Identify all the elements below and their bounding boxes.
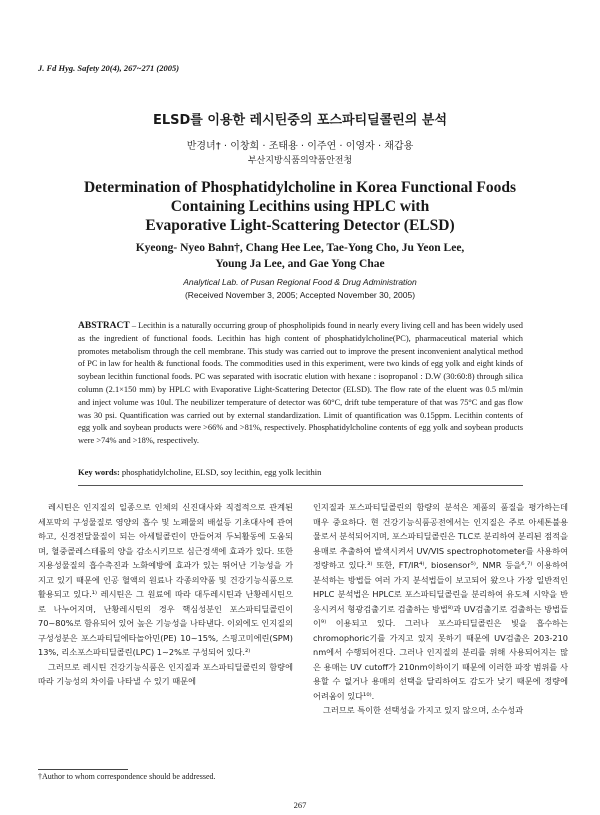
body-paragraph: 그러므로 특이한 선택성을 가지고 있지 않으며, 소수성과 [323, 705, 524, 715]
english-authors [0, 240, 600, 272]
english-authors-line: Young Ja Lee, and Gae Yong Chae [215, 258, 385, 270]
english-title-line: Containing Lecithins using HPLC with [170, 198, 430, 215]
abstract-label: ABSTRACT [78, 321, 130, 331]
section-divider [78, 485, 523, 486]
english-title-line: Evaporative Light-Scattering Detector (ELSD) [145, 217, 455, 234]
received-dates: (Received November 3, 2005; Accepted November 30, 2005) [184, 290, 416, 300]
body-column-left [38, 500, 293, 689]
journal-citation: J. Fd Hyg. Safety 20(4), 267~271 (2005) [38, 63, 180, 73]
korean-title: ELSD를 이용한 레시틴중의 포스파티딜콜린의 분석 [152, 113, 448, 128]
abstract-text: – Lecithin is a naturally occurring group of phospholipids found in nearly every living cell and has been widely used as the ingredient of functional foods. Lecithin has high content of phosphatidylcholine(PC), pharmaceutical material which promotes metabolism through the cell membrane. This study was carried out to improve the present inconvenient analytical method of PC in law for health & functional foods. The commodities used in this experiment, were two kinds of egg yolk and eight kinds of soybean lecithin functional foods. PC was separated with isocratic elution with hexane : isopropanol : D.W (30:60:8) through silica column (2.1×150 mm) by HPLC with Evaporative Light-Scattering Detector (ELSD). The flow rate of the eluent was 0.5 ml/min and inject volume was 10ul. The neubilizer temperature of detector was 60°C, drift tube temperature of that was 75°C and gas flow was 30 psi. Quantification was carried out by external standardization. Limit of quantification was 0.15ppm. Lecithin contents of egg yolk and soybean products were >66% and >81%, respectively. Phosphatidylcholine contents of egg yolk and soybean products were >74% and >18%, respectively. [78, 321, 523, 446]
body-paragraph: 그러므로 레시틴 건강기능식품은 인지질과 포스파티딜콜린의 함량에 따라 기능성의 차이를 나타낼 수 있기 때문에 [38, 661, 293, 686]
keywords-label: Key words: [78, 467, 120, 477]
keywords-text: phosphatidylcholine, ELSD, soy lecithin, egg yolk lecithin [119, 467, 322, 477]
english-title-line: Determination of Phosphatidylcholine in Korea Functional Foods [83, 179, 517, 196]
body-column-right [313, 500, 568, 718]
keywords [78, 467, 523, 477]
english-authors-line: Kyeong- Nyeo Bahn†, Chang Hee Lee, Tae-Yong Cho, Ju Yeon Lee, [135, 242, 465, 254]
footnote: †Author to whom correspondence should be addressed. [38, 772, 216, 781]
page-number: 267 [293, 800, 307, 810]
korean-authors: 반경녀† · 이창희 · 조태용 · 이주연 · 이영자 · 채갑용 [186, 141, 414, 152]
korean-affiliation: 부산지방식품의약품안전청 [247, 156, 353, 166]
english-affiliation: Analytical Lab. of Pusan Regional Food & Drug Administration [183, 277, 417, 287]
footnote-divider [38, 769, 128, 770]
english-title [0, 178, 600, 235]
abstract [78, 320, 523, 448]
body-paragraph: 레시틴은 인지질의 일종으로 인체의 신진대사와 직접적으로 관계된 세포막의 구성물질로 영양의 흡수 및 노폐물의 배설등 기초대사에 관여하고, 신경전달물질이 되는 아세틸콜린이 만들어져 두뇌활동에 도움되며, 혈중콜레스테롤의 양을 감소시키므로 심근경색에 효과가 있다. 또한 지용성물질의 흡수촉진과 노화예방에 효과가 있는 뛰어난 기능성을 가지고 있기 때문에 인공 혈액의 원료나 각종의약품 및 건강기능식품으로 활용되고 있다.¹⁾ 레시틴은 그 원료에 따라 대두레시틴과 난황레시틴으로 나누어지며, 난황레시틴의 경우 핵심성분인 포스파티딜콜린이 70~80%로 함유되어 있어 높은 기능성을 나타낸다. 이외에도 인지질의 구성성분은 포스파티딜에타놀아민(PE) 10~15%, 스핑고미에린(SPM) 13%, 리소포스파티딜콜린(LPC) 1~2%로 구성되어 있다.²⁾ [38, 502, 293, 657]
body-paragraph: 인지질과 포스파티딜콜린의 함량의 분석은 제품의 품질을 평가하는데 매우 중요하다. 현 건강기능식품공전에서는 인지질은 주로 아세톤불용물로서 분석되어지며, 포스파티딜콜린은 TLC로 분리하여 분리된 점적을 용매로 추출하여 발색시켜서 UV/VIS spectrophotometer를 사용하여 정량하고 있다.³⁾ 또한, FT/IR⁴⁾, biosensor⁵⁾, NMR 등을⁶,⁷⁾ 이용하여 분석하는 방법들 여러 가지 분석법들이 보고되어 왔으나 가장 일반적인 HPLC 분석법은 HPLC로 포스파티딜콜린을 분리하여 유도체 시약을 반응시켜서 형광검출기로 검출하는 방법⁸⁾과 UV검출기로 검출하는 방법들이⁹⁾ 이용되고 있다. 그러나 포스파티딜콜린은 빛을 흡수하는 chromophoric기를 가지고 있지 못하기 때문에 UV검출은 203-210 nm에서 수행되어진다. 그러나 인지질의 분리를 위해 사용되어지는 많은 용매는 UV cutoff가 210nm이하이기 때문에 이러한 파장 범위를 사용할 수 없거나 용매의 선택을 달리하여도 감도가 낮기 때문에 정량에 어려움이 있다¹⁰⁾. [313, 502, 568, 701]
